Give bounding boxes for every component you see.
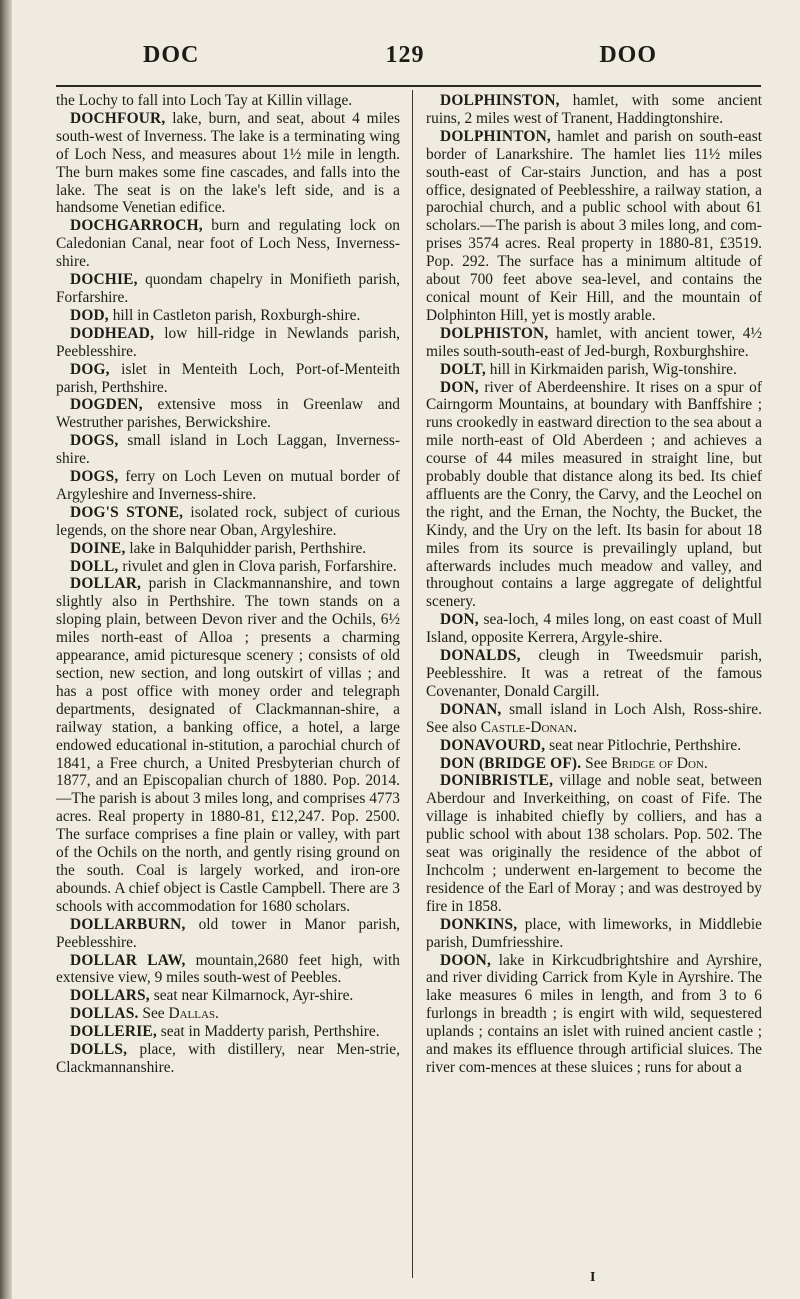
entry-headword: DOG, [70, 360, 110, 378]
entry-text: seat near Kilmarnock, Ayr-shire. [149, 987, 354, 1005]
header-right-guide-word: DOO [599, 42, 657, 68]
dictionary-entry [56, 361, 400, 397]
entry-headword: DODHEAD, [70, 324, 155, 342]
entry-text: isolated rock, subject of curious legends, on the shore near Oban, Argyleshire. [56, 503, 400, 539]
dictionary-entry [426, 916, 762, 952]
entry-headword: DON, [440, 611, 479, 629]
entry-text: ferry on Loch Leven on mutual border of Argyleshire and Inverness-shire. [56, 468, 400, 503]
entry-headword: DOLLARS, [70, 987, 150, 1005]
dictionary-entry [56, 396, 400, 432]
page-header [95, 42, 715, 72]
cross-reference: Castle-Donan. [480, 718, 578, 736]
entry-headword: DOLPHISTON, [440, 324, 549, 342]
entry-text: hill in Castleton parish, Roxburgh-shire. [108, 306, 361, 324]
entry-headword: DOGS, [70, 468, 119, 486]
entry-headword: DOON, [440, 951, 492, 969]
entry-headword: DOLLARBURN, [70, 915, 186, 933]
cross-reference: Dallas. [168, 1005, 219, 1023]
entry-headword: DOD, [70, 306, 109, 324]
entry-text: old tower in Manor parish, Peeblesshire. [56, 915, 400, 951]
dictionary-entry [56, 952, 400, 988]
dictionary-entry [426, 952, 762, 1077]
entry-headword: DOCHGARROCH, [70, 217, 203, 235]
entry-headword: DONAVOURD, [440, 736, 546, 754]
entry-text: small island in Loch Alsh, Ross-shire. See also [426, 700, 762, 736]
entry-headword: DON, [440, 378, 479, 396]
entry-text: See [581, 754, 612, 772]
dictionary-entry [56, 468, 400, 504]
entry-text: mountain,2680 feet high, with extensive view, 9 miles south-west of Peebles. [56, 951, 400, 987]
entry-text: See [138, 1005, 169, 1023]
entry-headword: DOLL, [70, 557, 119, 575]
dictionary-entry [426, 737, 762, 755]
entry-text: burn and regulating lock on Caledonian Canal, near foot of Loch Ness, Inverness-shire. [56, 217, 400, 271]
entry-text: hamlet and parish on south-east border of Lanarkshire. The hamlet lies 11½ miles south-east of Car-stairs Junction, and has a post office, designated of Peeblesshire, a railway station, a parochial church, and a public school with about 61 scholars.—The parish is about 3 miles long, and com-prises 3574 acres. Real property in 1880-81, £3519. Pop. 292. The surface has a minimum altitude of about 700 feet above sea-level, and contains the conical mount of Keir Hill, and the mountain of Dolphinton Hill, yet is mostly arable. [426, 127, 762, 324]
entry-headword: DOG'S STONE, [70, 503, 184, 521]
dictionary-entry [56, 307, 400, 325]
dictionary-entry [56, 916, 400, 952]
entry-text: seat near Pitlochrie, Perthshire. [545, 736, 742, 754]
entry-text: sea-loch, 4 miles long, on east coast of Mull Island, opposite Kerrera, Argyle-shire. [426, 611, 762, 647]
entry-headword: DOGDEN, [70, 396, 143, 414]
entry-headword: DOLLAR, [70, 575, 142, 593]
entry-text: place, with limeworks, in Middlebie parish, Dumfriesshire. [426, 915, 762, 951]
entry-text: place, with distillery, near Men-strie, Clackmannanshire. [56, 1041, 400, 1076]
entry-headword: DOINE, [70, 539, 126, 557]
dictionary-entry [426, 701, 762, 737]
entry-headword: DOCHFOUR, [70, 109, 166, 127]
dictionary-entry [426, 92, 762, 128]
entry-headword: DOLLS, [70, 1041, 128, 1059]
entry-text: hamlet, with some ancient ruins, 2 miles west of Tranent, Haddingtonshire. [426, 92, 762, 127]
entry-headword: DONIBRISTLE, [440, 772, 554, 790]
dictionary-entry [56, 1005, 400, 1023]
entry-text: village and noble seat, between Aberdour and Inverkeithing, on coast of Fife. The village is inhabited chiefly by colliers, and has a public school with about 138 scholars. Pop. 502. The seat was originally the residence of the abbot of Inchcolm ; underwent en-largement to become the residence of the Earl of Moray ; and was destroyed by fire in 1858. [426, 772, 762, 915]
entry-text: lake, burn, and seat, about 4 miles south-west of Inverness. The lake is a terminating wing of Loch Ness, and measures about 1½ mile in length. The burn makes some fine cascades, and falls into the lake. The seat is on the lake's left side, and is a handsome Venetian edifice. [56, 109, 400, 217]
entry-text: quondam chapelry in Monifieth parish, Forfarshire. [56, 271, 400, 306]
dictionary-entry [56, 110, 400, 217]
dictionary-entry [56, 540, 400, 558]
page-number: 129 [385, 42, 425, 68]
entry-text: lake in Balquhidder parish, Perthshire. [125, 539, 367, 557]
entry-headword: DOLLAS. [70, 1005, 139, 1023]
entry-headword: DOLT, [440, 360, 486, 378]
dictionary-entry [426, 647, 762, 701]
entry-headword: DOLPHINTON, [440, 127, 551, 145]
dictionary-entry [56, 432, 400, 468]
dictionary-entry [426, 755, 762, 773]
dictionary-entry [56, 987, 400, 1005]
dictionary-entry [56, 504, 400, 540]
dictionary-entry [426, 361, 762, 379]
column-divider [412, 90, 413, 1278]
entry-text: hamlet, with ancient tower, 4½ miles south-south-east of Jed-burgh, Roxburghshire. [426, 324, 762, 360]
dictionary-entry [56, 271, 400, 307]
dictionary-entry [426, 128, 762, 325]
header-rule [56, 85, 761, 87]
entry-text: cleugh in Tweedsmuir parish, Peeblesshire. It was a retreat of the famous Covenanter, Donald Cargill. [426, 647, 762, 700]
entry-text: river of Aberdeenshire. It rises on a spur of Cairngorm Mountains, at boundary with Banffshire ; runs crookedly in eastward direction to the sea about a mile north-east of Old Aberdeen ; and achieves a course of 44 miles measured in straight line, but probably double that distance along its bed. Its chief affluents are the Conry, the Carvy, and the Leochel on the right, and the Ernan, the Nochty, the Bucket, the Kindy, and the Ury on the left. Its basin for about 18 miles from its source is prevailingly upland, but afterwards includes much meadow and valley, and throughout contains a large aggregate of delightful scenery. [426, 378, 762, 611]
entry-headword: DOLLAR LAW, [70, 951, 186, 969]
dictionary-entry [426, 325, 762, 361]
dictionary-entry [56, 1023, 400, 1041]
entry-text: small island in Loch Laggan, Inverness-shire. [56, 432, 400, 468]
book-spine-shadow [0, 0, 12, 1299]
dictionary-entry [56, 1041, 400, 1077]
entry-text: low hill-ridge in Newlands parish, Peeblesshire. [56, 324, 400, 360]
entry-text: islet in Menteith Loch, Port-of-Menteith parish, Perthshire. [56, 360, 400, 396]
entry-text: the Lochy to fall into Loch Tay at Killin village. [56, 92, 353, 109]
entry-headword: DON (BRIDGE OF). [440, 754, 582, 772]
dictionary-entry [56, 325, 400, 361]
dictionary-entry [426, 772, 762, 915]
entry-headword: DONAN, [440, 700, 502, 718]
entry-text: extensive moss in Greenlaw and Westruther parishes, Berwickshire. [56, 396, 400, 432]
entry-headword: DOGS, [70, 432, 119, 450]
entry-text: hill in Kirkmaiden parish, Wig-tonshire. [485, 360, 737, 378]
signature-mark: I [590, 1270, 596, 1285]
dictionary-entry [56, 558, 400, 576]
dictionary-entry [426, 611, 762, 647]
dictionary-entry [426, 379, 762, 612]
dictionary-entry [56, 217, 400, 271]
cross-reference: Bridge of Don. [611, 754, 708, 772]
entry-headword: DONKINS, [440, 915, 518, 933]
left-column [56, 92, 400, 1077]
dictionary-entry [56, 575, 400, 915]
right-column [426, 92, 762, 1077]
dictionary-entry [56, 92, 400, 110]
entry-headword: DONALDS, [440, 647, 521, 665]
entry-text: seat in Madderty parish, Perthshire. [156, 1023, 380, 1041]
entry-text: rivulet and glen in Clova parish, Forfarshire. [118, 557, 397, 575]
entry-headword: DOLPHINSTON, [440, 92, 560, 109]
entry-text: parish in Clackmannanshire, and town slightly also in Perthshire. The town stands on a sloping plain, between Devon river and the Ochils, 6½ miles north-east of Alloa ; presents a charming appearance, amid picturesque scenery ; consists of old section, new section, and long outskirt of villas ; and has a post office with money order and telegraph departments, designated of Clackmannan-shire, a railway station, a banking office, a hotel, a large endowed educational in-stitution, a parochial church of 1841, a Free church, a United Presbyterian church of 1877, and an Episcopalian church of 1880. Pop. 2014.—The parish is about 3 miles long, and comprises 4773 acres. Real property in 1880-81, £12,247. Pop. 2500. The surface comprises a fine plain or valley, with part of the Ochils on the north, and gently rising ground on the south. Coal is largely worked, and iron-ore abounds. A chief object is Castle Campbell. There are 3 schools with accommodation for 1680 scholars. [56, 575, 400, 915]
header-left-guide-word: DOC [143, 42, 200, 68]
entry-text: lake in Kirkcudbrightshire and Ayrshire, and river dividing Carrick from Kyle in Ayrshire. The lake measures 6 miles in length, and from 3 to 6 furlongs in breadth ; is engirt with wild, sequestered uplands ; contains an islet with ruined ancient castle ; and makes its effluence through artificial sluices. The river com-mences at these sluices ; runs for about a [426, 951, 762, 1076]
entry-headword: DOLLERIE, [70, 1023, 157, 1041]
entry-headword: DOCHIE, [70, 271, 138, 289]
